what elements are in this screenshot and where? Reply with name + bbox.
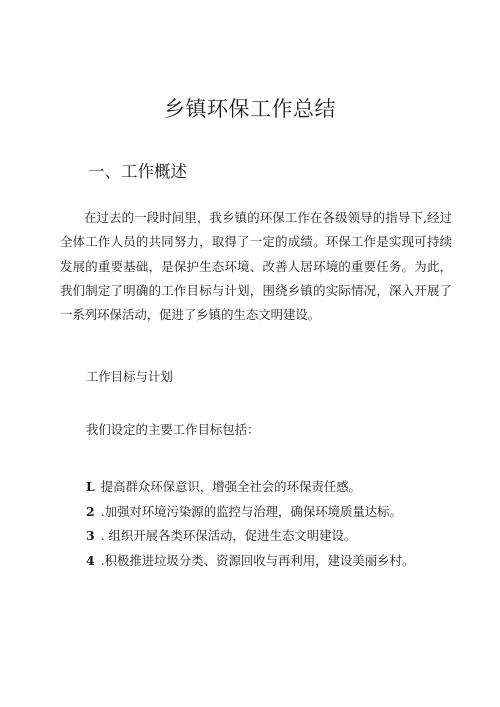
list-item-number: 4	[86, 552, 95, 568]
list-item	[86, 549, 414, 574]
goals-intro: 我们设定的主要工作目标包括：	[86, 422, 260, 437]
section-heading: 一、工作概述	[88, 162, 187, 181]
list-item-number: L	[86, 479, 95, 494]
subheading: 工作目标与计划	[86, 369, 173, 384]
document-title: 乡镇环保工作总结	[164, 97, 336, 121]
goals-list	[86, 475, 414, 573]
list-item-text: .积极推进垃圾分类、资源回收与再利用，建设美丽乡村。	[100, 552, 415, 568]
list-item-text: .加强对环境污染源的监控与治理，确保环境质量达标。	[100, 503, 402, 519]
list-item	[86, 524, 414, 549]
list-item-number: 2	[86, 503, 95, 519]
list-item-text: 提高群众环保意识，增强全社会的环保责任感。	[100, 479, 361, 494]
list-item-number: 3	[86, 528, 95, 544]
list-item-text: . 组织开展各类环保活动，促进生态文明建设。	[100, 528, 357, 544]
list-item	[86, 475, 414, 500]
overview-paragraph: 在过去的一段时间里，我乡镇的环保工作在各级领导的指导下,经过全体工作人员的共同努力，取得了一定的成绩。环保工作是实现可持续发展的重要基础，是保护生态环境、改善人居环境的重要任务。为此，我们制定了明确的工作目标与计划，围绕乡镇的实际情况，深入开展了一系列环保活动，促进了乡镇的生态文明建设。	[60, 210, 452, 323]
list-item	[86, 500, 414, 525]
